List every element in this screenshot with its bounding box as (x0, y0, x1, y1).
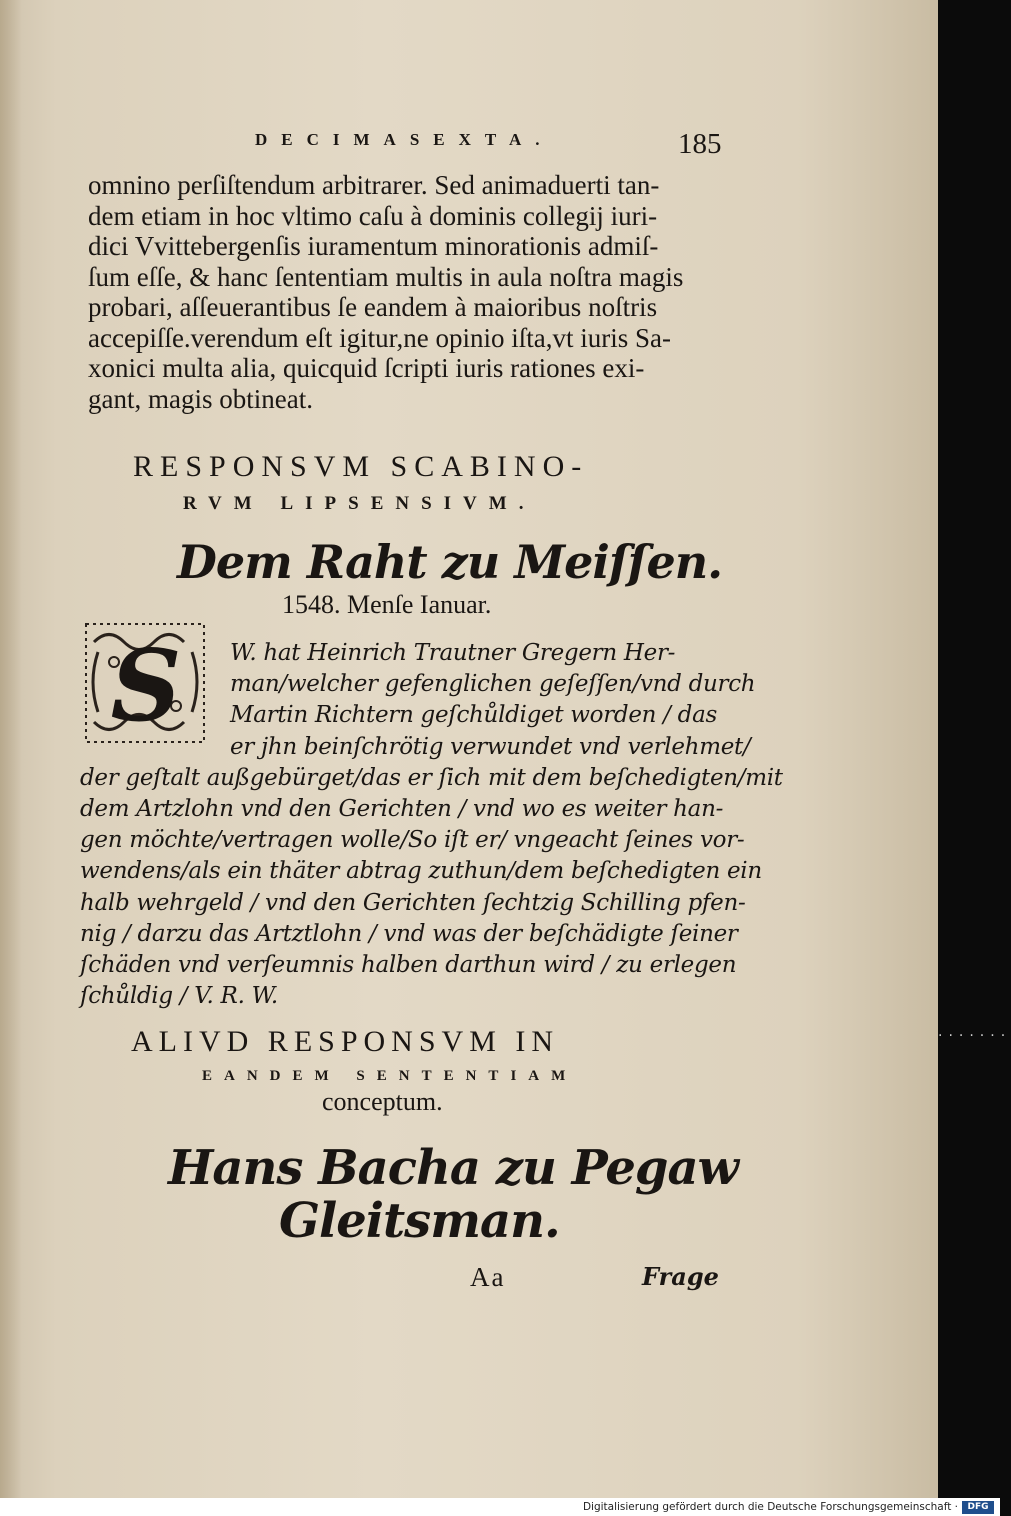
paragraph-line: ſum eſſe, & hanc ſententiam multis in aula noſtra magis (88, 261, 684, 292)
second-heading-line3: conceptum. (322, 1087, 443, 1116)
paragraph-line: omnino perſiſtendum arbitrarer. Sed animaduerti tan- (88, 170, 660, 200)
response-line: halb wehrgeld / vnd den Gerichten ſechtzig Schilling pfen- (80, 889, 746, 916)
second-heading-line1: ALIVD RESPONSVM IN (131, 1025, 560, 1058)
second-heading-line2: EANDEM SENTENTIAM (202, 1068, 578, 1084)
paragraph-line: accepiſſe.verendum eſt igitur,ne opinio iſta,vt iuris Sa- (88, 322, 672, 353)
latin-paragraph (88, 170, 728, 414)
second-title-line2: Gleitsman. (279, 1193, 560, 1249)
address-title: Dem Raht zu Meiſſen. (177, 535, 723, 589)
response-line: er jhn beinſchrötig verwundet vnd verlehmet/ (230, 733, 751, 760)
response-line: dem Artzlohn vnd den Gerichten / vnd wo es weiter han- (80, 796, 724, 823)
paragraph-line: gant, magis obtineat. (88, 383, 313, 414)
second-title-line1: Hans Bacha zu Pegaw (168, 1140, 738, 1196)
running-head: DECIMASEXTA. (255, 130, 554, 149)
initial-letter: S (110, 629, 182, 744)
footer-credit: Digitalisierung gefördert durch die Deutsche Forschungsgemeinschaft · (582, 1501, 958, 1513)
response-line: ſchäden vnd verſeumnis halben darthun wird / zu erlegen (80, 952, 737, 979)
signature-mark: Aa (470, 1262, 506, 1292)
paragraph-line: dici Vvittebergenſis iuramentum minorationis admiſ- (88, 231, 659, 261)
page-number: 185 (678, 128, 722, 160)
dfg-logo: DFG (962, 1501, 994, 1514)
scan-margin-dots: ······· (938, 1028, 1011, 1044)
response-line: nig / darzu das Artztlohn / vnd was der beſchädigte ſeiner (80, 920, 738, 947)
catchword: Frage (642, 1262, 719, 1291)
paragraph-line: xonici multa alia, quicquid ſcripti iuris rationes exi- (88, 353, 645, 383)
date-line: 1548. Menſe Ianuar. (282, 590, 492, 619)
german-response (80, 638, 783, 1012)
scan-background (938, 0, 1011, 1498)
paragraph-line: probari, aſſeuerantibus ſe eandem à maioribus noſtris (88, 292, 658, 322)
response-line: gen möchte/vertragen wolle/So iſt er/ vngeacht ſeines vor- (80, 827, 745, 854)
page-gutter-shadow (0, 0, 22, 1498)
response-line: W. hat Heinrich Trautner Gregern Her- (230, 640, 676, 666)
section-heading-line1: RESPONSVM SCABINO- (133, 450, 589, 483)
response-line: man/welcher gefenglichen geſeſſen/vnd durch (230, 671, 756, 698)
response-line: Martin Richtern geſchůldiget worden / das (230, 702, 717, 729)
response-line: ſchůldig / V. R. W. (80, 983, 278, 1010)
response-line: der geſtalt außgebürget/das er ſich mit dem beſchedigten/mit (80, 764, 783, 791)
section-heading-line2: RVM LIPSENSIVM. (183, 493, 536, 514)
paragraph-line: dem etiam in hoc vltimo caſu à dominis collegij iuri- (88, 200, 658, 231)
response-line: wendens/als ein thäter abtrag zuthun/dem beſchedigten ein (80, 858, 762, 885)
